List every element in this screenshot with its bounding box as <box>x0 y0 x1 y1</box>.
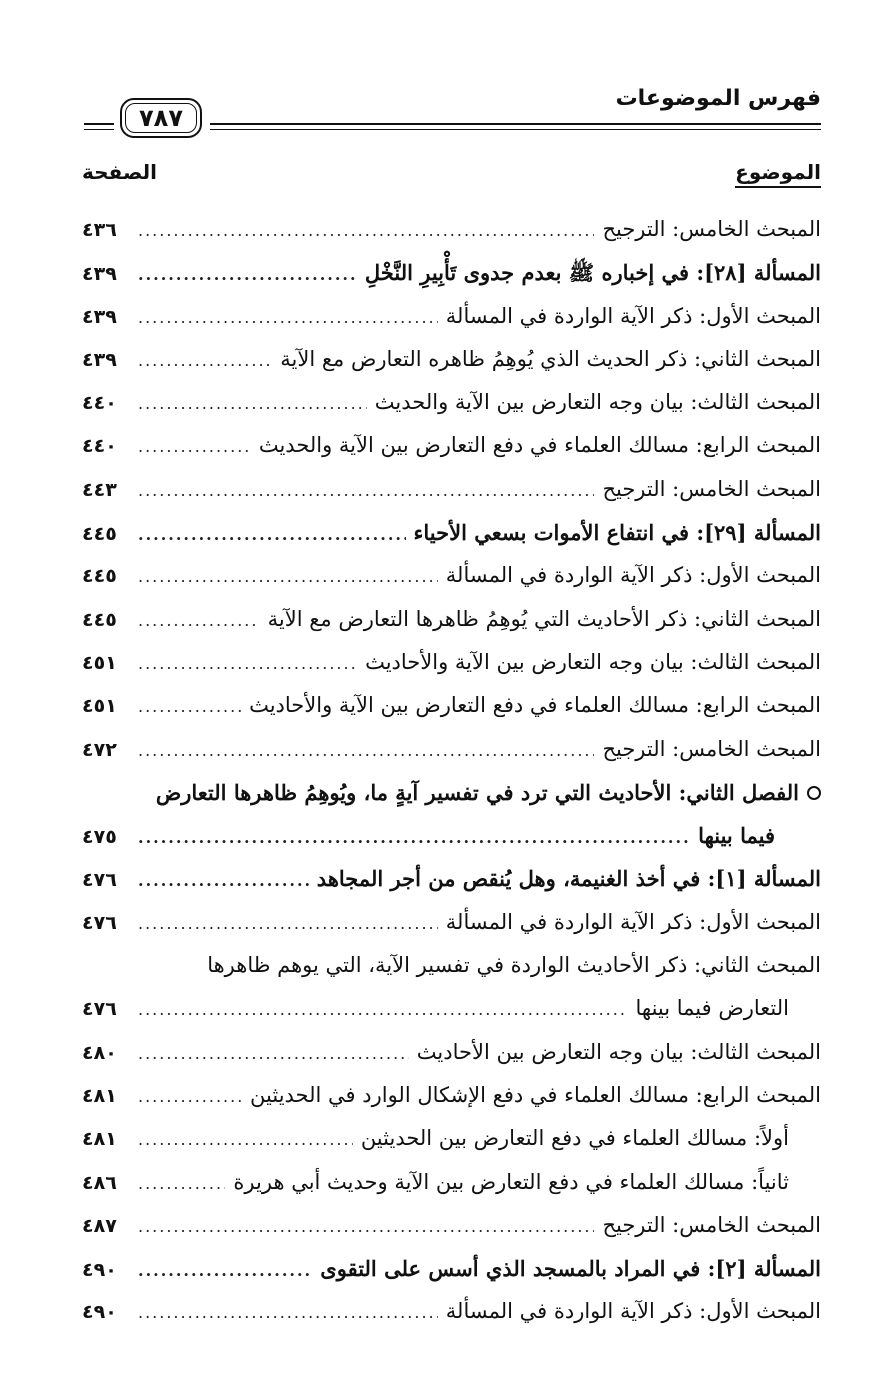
toc-entry-title: المبحث الرابع: مسالك العلماء في دفع التعارض بين الآية والأحاديث <box>249 693 821 718</box>
toc-entry <box>82 728 821 771</box>
leader-dots <box>138 1291 438 1334</box>
toc-entry <box>82 1290 821 1333</box>
leader-dots <box>138 859 309 902</box>
toc-entry <box>82 684 821 727</box>
toc-entry-page: ٤٤٥ <box>82 608 117 631</box>
toc-entry-title: التعارض فيما بينها <box>635 996 789 1021</box>
running-header-title: فهرس الموضوعات <box>615 86 821 111</box>
leader-dots <box>138 513 406 556</box>
toc-entry-title: المبحث الثالث: بيان وجه التعارض بين الآية والأحاديث <box>365 649 821 674</box>
toc-entry-page: ٤٥١ <box>82 695 117 718</box>
toc-entry <box>82 944 821 987</box>
toc-entry-page: ٤٨١ <box>82 1128 117 1151</box>
header-rule-right-top <box>210 123 821 125</box>
leader-dots <box>138 642 357 685</box>
toc-entry-page: ٤٣٩ <box>82 348 117 371</box>
toc-entry <box>82 901 821 944</box>
toc-entry-issue <box>82 251 821 294</box>
toc-entry <box>82 338 821 381</box>
leader-dots <box>138 339 272 382</box>
toc-entry-title: الفصل الثاني: الأحاديث التي ترد في تفسير آيةٍ ما، ويُوهِمُ ظاهرها التعارض <box>155 779 799 805</box>
toc-entry <box>82 1031 821 1074</box>
toc-entry-title: المبحث الرابع: مسالك العلماء في دفع التعارض بين الآية والحديث <box>258 433 821 458</box>
toc-entry-page: ٤٣٩ <box>82 263 117 286</box>
toc-entry <box>82 295 821 338</box>
leader-dots <box>138 209 594 252</box>
leader-dots <box>138 1075 242 1118</box>
leader-dots <box>138 729 594 772</box>
header-rule-left-bottom <box>84 129 114 130</box>
toc-entry-title: ثانياً: مسالك العلماء في دفع التعارض بين الآية وحديث أبي هريرة <box>233 1169 789 1194</box>
toc-entry-title: المبحث الثالث: بيان وجه التعارض بين الآية والحديث <box>374 390 821 415</box>
toc-entry-page: ٤٧٦ <box>82 998 117 1021</box>
toc-entry-title: المبحث الثالث: بيان وجه التعارض بين الأحاديث <box>416 1039 821 1064</box>
toc-entry-page: ٤٥١ <box>82 651 117 674</box>
toc-entry-page: ٤٧٦ <box>82 911 117 934</box>
page-number-frame <box>120 98 202 138</box>
leader-dots <box>138 1205 594 1248</box>
toc-entry-title: المبحث الأول: ذكر الآية الواردة في المسألة <box>445 909 821 934</box>
toc-entry-page: ٤٧٦ <box>82 869 117 892</box>
toc-entry-page: ٤٧٢ <box>82 738 117 761</box>
toc-entry-title: المسألة [١]: في أخذ الغنيمة، وهل يُنقص من أجر المجاهد <box>316 866 821 892</box>
toc-entry <box>82 1074 821 1117</box>
leader-dots <box>138 599 260 642</box>
leader-dots <box>138 469 594 512</box>
leader-dots <box>138 816 690 859</box>
toc-entry <box>82 641 821 684</box>
toc-entry-page: ٤٣٦ <box>82 219 117 241</box>
column-heading-page: الصفحة <box>82 160 158 184</box>
toc-entry-title: المبحث الثاني: ذكر الحديث الذي يُوهِمُ ظاهره التعارض مع الآية <box>280 346 821 371</box>
leader-dots <box>138 1162 225 1205</box>
toc-entry-title: المبحث الرابع: مسالك العلماء في دفع الإشكال الوارد في الحديثين <box>250 1082 821 1107</box>
toc-entry-page: ٤٣٩ <box>82 305 117 328</box>
toc-entry-issue <box>82 1247 821 1290</box>
page-number: ٧٨٧ <box>125 103 197 133</box>
header-rule-left-top <box>84 123 114 125</box>
toc-entry-page: ٤٤٠ <box>82 392 117 415</box>
toc-entry-page: ٤٤٠ <box>82 435 117 458</box>
chapter-bullet-icon <box>807 786 821 800</box>
leader-dots <box>138 253 357 296</box>
leader-dots <box>138 296 438 339</box>
toc-entry <box>82 208 821 251</box>
table-of-contents <box>82 208 821 1334</box>
toc-entry-title: أولاً: مسالك العلماء في دفع التعارض بين الحديثين <box>360 1126 789 1151</box>
toc-entry <box>82 468 821 511</box>
toc-entry-title: المبحث الخامس: الترجيح <box>602 476 821 501</box>
toc-entry-issue <box>82 857 821 900</box>
toc-entry <box>82 554 821 597</box>
leader-dots <box>138 988 628 1031</box>
leader-dots <box>138 555 438 598</box>
header-rule-right-bottom <box>210 129 821 130</box>
toc-entry-chapter <box>82 771 821 814</box>
toc-entry-title: المبحث الثاني: ذكر الأحاديث الواردة في تفسير الآية، التي يوهم ظاهرها <box>207 953 821 978</box>
toc-entry-title: المبحث الثاني: ذكر الأحاديث التي يُوهِمُ ظاهرها التعارض مع الآية <box>267 606 821 631</box>
toc-entry-page: ٤٤٣ <box>82 478 117 501</box>
toc-entry-page: ٤٧٥ <box>82 826 117 849</box>
leader-dots <box>138 1249 312 1292</box>
leader-dots <box>138 382 367 425</box>
toc-entry-issue <box>82 511 821 554</box>
toc-entry-page: ٤٤٥ <box>82 565 117 588</box>
toc-entry-page: ٤٨٦ <box>82 1171 117 1194</box>
toc-entry-subpoint <box>82 1161 821 1204</box>
toc-entry-title: المسألة [٢٩]: في انتفاع الأموات بسعي الأحياء <box>413 520 821 546</box>
toc-entry-page: ٤٨٧ <box>82 1214 117 1237</box>
toc-entry <box>82 1204 821 1247</box>
toc-entry <box>82 424 821 467</box>
toc-entry-page: ٤٨٠ <box>82 1041 117 1064</box>
toc-entry-title: المبحث الأول: ذكر الآية الواردة في المسألة <box>445 1299 821 1324</box>
leader-dots <box>138 1118 353 1161</box>
toc-entry-title: فيما بينها <box>698 823 775 849</box>
toc-entry <box>82 381 821 424</box>
toc-entry-page: ٤٤٥ <box>82 523 117 546</box>
toc-entry-title: المبحث الخامس: الترجيح <box>602 1212 821 1237</box>
toc-entry-title: المسألة [٢]: في المراد بالمسجد الذي أسس على التقوى <box>320 1256 821 1282</box>
toc-entry-page: ٤٩٠ <box>82 1301 117 1324</box>
leader-dots <box>138 425 251 468</box>
toc-entry <box>82 987 821 1030</box>
toc-entry-title: المسألة [٢٨]: في إخباره ﷺ بعدم جدوى تَأْبِيرِ النَّخْلِ <box>364 260 821 286</box>
toc-entry-title: المبحث الأول: ذكر الآية الواردة في المسألة <box>445 563 821 588</box>
leader-dots <box>138 685 241 728</box>
leader-dots <box>138 902 438 945</box>
leader-dots <box>138 1032 409 1075</box>
toc-entry-page: ٤٩٠ <box>82 1259 117 1282</box>
toc-entry-title: المبحث الخامس: الترجيح <box>602 217 821 241</box>
column-heading-topic: الموضوع <box>735 160 821 188</box>
toc-entry <box>82 598 821 641</box>
toc-entry-title: المبحث الخامس: الترجيح <box>602 736 821 761</box>
toc-entry-title: المبحث الأول: ذكر الآية الواردة في المسألة <box>445 303 821 328</box>
toc-entry-chapter <box>82 814 821 857</box>
toc-entry-page: ٤٨١ <box>82 1084 117 1107</box>
toc-entry-subpoint <box>82 1117 821 1160</box>
